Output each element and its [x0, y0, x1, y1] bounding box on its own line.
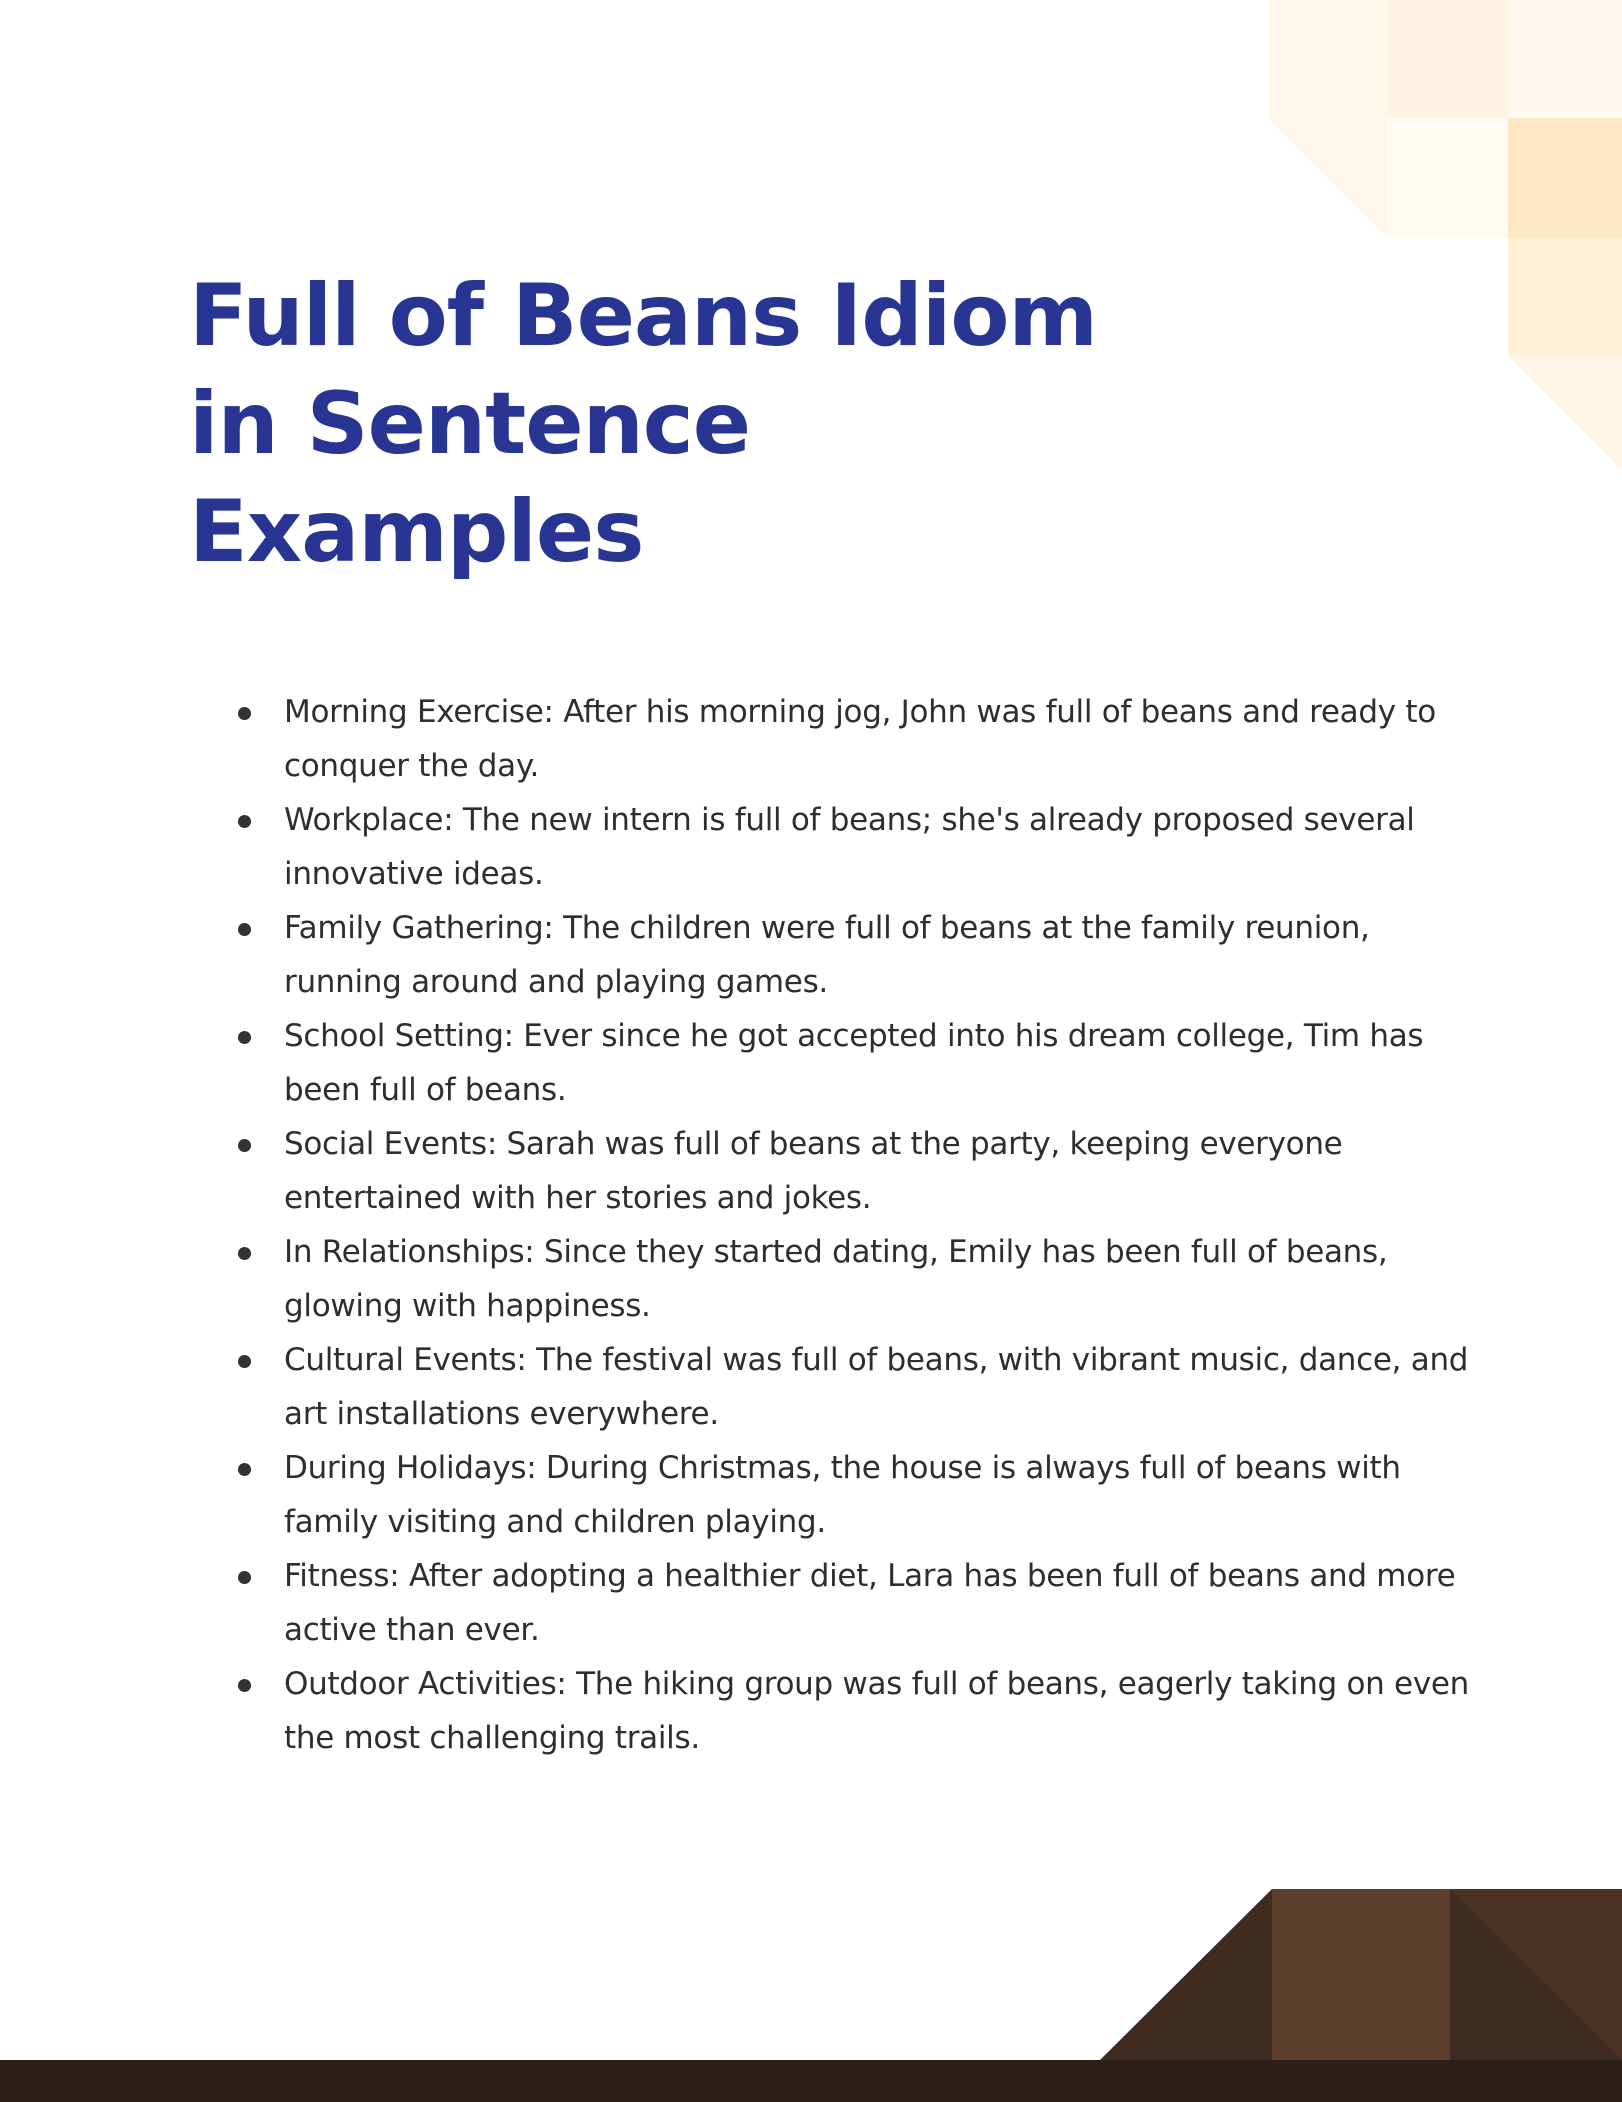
bullet-icon [238, 1571, 251, 1584]
list-item-text: Family Gathering: The children were full of beans at the family reunion, running around and playing games. [284, 910, 1370, 1000]
list-item [236, 793, 1476, 901]
list-item-text: School Setting: Ever since he got accepted into his dream college, Tim has been full of beans. [284, 1018, 1424, 1108]
bullet-icon [238, 923, 251, 936]
list-item [236, 1333, 1476, 1441]
list-item [236, 1117, 1476, 1225]
list-item-text: In Relationships: Since they started dating, Emily has been full of beans, glowing with happiness. [284, 1234, 1388, 1324]
bullet-icon [238, 1031, 251, 1044]
bottom-right-block-decoration [1100, 1889, 1622, 2060]
bullet-icon [238, 1139, 251, 1152]
list-item [236, 1549, 1476, 1657]
bullet-icon [238, 1247, 251, 1260]
list-item-text: During Holidays: During Christmas, the house is always full of beans with family visiting and children playing. [284, 1450, 1401, 1540]
bullet-icon [238, 707, 251, 720]
list-item [236, 1441, 1476, 1549]
page-title: Full of Beans Idiom in Sentence Examples [189, 266, 1098, 582]
list-item [236, 685, 1476, 793]
list-item [236, 1225, 1476, 1333]
bullet-icon [238, 1355, 251, 1368]
bullet-icon [238, 1463, 251, 1476]
list-item-text: Workplace: The new intern is full of beans; she's already proposed several innovative ideas. [284, 802, 1415, 892]
bottom-bar [0, 2060, 1622, 2102]
list-item-text: Outdoor Activities: The hiking group was full of beans, eagerly taking on even the most challenging trails. [284, 1666, 1469, 1756]
list-item [236, 1009, 1476, 1117]
list-item [236, 901, 1476, 1009]
bullet-icon [238, 1679, 251, 1692]
list-item-text: Morning Exercise: After his morning jog, John was full of beans and ready to conquer the day. [284, 694, 1436, 784]
bullet-icon [238, 815, 251, 828]
top-right-tile-decoration [1268, 0, 1622, 470]
examples-list [236, 685, 1476, 1765]
list-item [236, 1657, 1476, 1765]
list-item-text: Social Events: Sarah was full of beans at the party, keeping everyone entertained with her stories and jokes. [284, 1126, 1343, 1216]
list-item-text: Fitness: After adopting a healthier diet, Lara has been full of beans and more active than ever. [284, 1558, 1456, 1648]
list-item-text: Cultural Events: The festival was full of beans, with vibrant music, dance, and art installations everywhere. [284, 1342, 1469, 1432]
